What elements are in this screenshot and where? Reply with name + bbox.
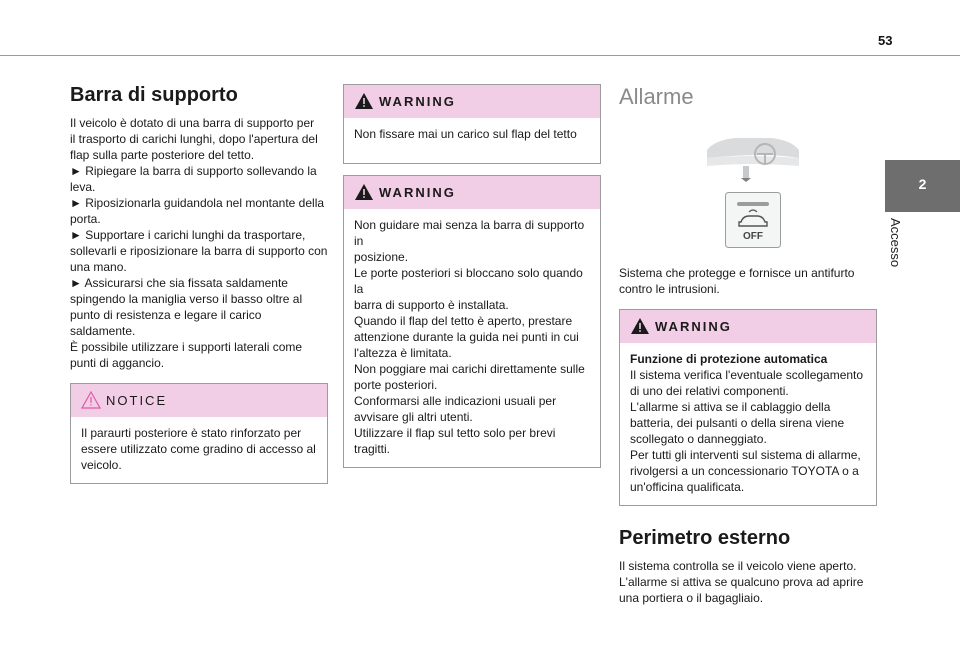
text-line: Per tutti gli interventi sul sistema di allarme, — [630, 448, 861, 462]
text-line: Il sistema controlla se il veicolo viene aperto. — [619, 559, 857, 573]
text-line: ► Assicurarsi che sia fissata saldamente — [70, 276, 288, 290]
text-line: di uno dei relativi componenti. — [630, 384, 789, 398]
text-line: una portiera o il bagagliaio. — [619, 591, 764, 605]
warning-header — [344, 176, 600, 209]
warning-subheading: Funzione di protezione automatica — [630, 352, 828, 366]
text-line: ► Ripiegare la barra di supporto sollevando la — [70, 164, 317, 178]
text-line: il trasporto di carichi lunghi, dopo l'apertura del — [70, 132, 318, 146]
notice-header — [71, 384, 327, 417]
notice-body — [71, 417, 327, 483]
chapter-label-wrap — [888, 218, 913, 280]
text-line: contro le intrusioni. — [619, 282, 720, 296]
text-line: Conformarsi alle indicazioni usuali per — [354, 394, 557, 408]
section-title-alarm: Allarme — [619, 84, 694, 109]
warning-label: WARNING — [655, 319, 732, 334]
text-line: Il paraurti posteriore è stato rinforzato per — [81, 426, 302, 440]
column-support-bar — [70, 70, 328, 484]
text-line: leva. — [70, 180, 96, 194]
header-rule — [0, 55, 960, 56]
warning-header — [620, 310, 876, 343]
chapter-tab[interactable] — [885, 160, 960, 212]
text-line: L'allarme si attiva se qualcuno prova ad aprire — [619, 575, 864, 589]
warning-triangle-icon — [354, 92, 374, 110]
text-line: Le porte posteriori si bloccano solo quando la — [354, 266, 583, 296]
text-line: scollegato o danneggiato. — [630, 432, 767, 446]
text-line: Non fissare mai un carico sul flap del tetto — [354, 127, 577, 141]
text-line: porta. — [70, 212, 101, 226]
notice-box — [70, 383, 328, 484]
column-alarm — [619, 70, 877, 606]
warning-triangle-icon — [354, 183, 374, 201]
caution-outline-icon — [81, 391, 101, 409]
warning-box-support-bar — [343, 175, 601, 468]
text-line: ► Riposizionarla guidandola nel montante della — [70, 196, 325, 210]
text-line: È possibile utilizzare i supporti laterali come — [70, 340, 303, 354]
text-line: veicolo. — [81, 458, 122, 472]
alarm-off-button-icon — [725, 192, 781, 248]
text-line: flap sulla parte posteriore del tetto. — [70, 148, 255, 162]
text-line: Sistema che protegge e fornisce un antifurto — [619, 266, 855, 280]
car-interior-icon — [705, 132, 801, 182]
section-title-perimeter: Perimetro esterno — [619, 527, 791, 549]
text-line: Utilizzare il flap sul tetto solo per brevi tragitti. — [354, 426, 556, 456]
text-line: barra di supporto è installata. — [354, 298, 509, 312]
warning-box-alarm — [619, 309, 877, 506]
text-line: Il sistema verifica l'eventuale scollegamento — [630, 368, 864, 382]
alarm-intro-text — [619, 265, 877, 297]
section-title-support-bar: Barra di supporto — [70, 84, 238, 106]
text-line: L'allarme si attiva se il cablaggio della — [630, 400, 831, 414]
warning-body — [344, 118, 600, 163]
text-line: punti di aggancio. — [70, 356, 165, 370]
text-line: Quando il flap del tetto è aperto, prestare — [354, 314, 573, 328]
text-line: essere utilizzato come gradino di accesso al — [81, 442, 316, 456]
page-number: 53 — [878, 33, 893, 48]
text-line: spingendo la maniglia verso il basso oltre al — [70, 292, 303, 306]
text-line: attenzione durante la guida nei punti in cui — [354, 330, 579, 344]
text-line: l'altezza è limitata. — [354, 346, 452, 360]
text-line: avvisare gli altri utenti. — [354, 410, 473, 424]
warning-body — [620, 343, 876, 505]
warning-box-roof-flap — [343, 84, 601, 164]
text-line: posizione. — [354, 250, 409, 264]
warning-label: WARNING — [379, 185, 456, 200]
text-line: una mano. — [70, 260, 127, 274]
text-line: Non poggiare mai carichi direttamente sulle — [354, 362, 585, 376]
text-line: un'officina qualificata. — [630, 480, 745, 494]
warning-label: WARNING — [379, 94, 456, 109]
support-bar-text — [70, 115, 328, 371]
text-line: Non guidare mai senza la barra di supporto in — [354, 218, 585, 248]
chapter-number: 2 — [918, 176, 927, 192]
text-line: sollevarli e riposizionare la barra di supporto con — [70, 244, 328, 258]
text-line: ► Supportare i carichi lunghi da trasportare, — [70, 228, 306, 242]
notice-label: NOTICE — [106, 393, 168, 408]
text-line: punto di resistenza e legare il carico saldamente. — [70, 308, 262, 338]
perimeter-text — [619, 558, 877, 606]
warning-body — [344, 209, 600, 467]
text-line: Il veicolo è dotato di una barra di supporto per — [70, 116, 315, 130]
text-line: rivolgersi a un concessionario TOYOTA o a — [630, 464, 859, 478]
off-button-label: OFF — [743, 231, 763, 242]
warning-header — [344, 85, 600, 118]
warning-triangle-icon — [630, 317, 650, 335]
alarm-illustration — [619, 110, 877, 265]
text-line: porte posteriori. — [354, 378, 438, 392]
chapter-label: Accesso — [888, 218, 903, 268]
text-line: batteria, dei pulsanti o della sirena viene — [630, 416, 845, 430]
column-warnings — [343, 70, 601, 468]
